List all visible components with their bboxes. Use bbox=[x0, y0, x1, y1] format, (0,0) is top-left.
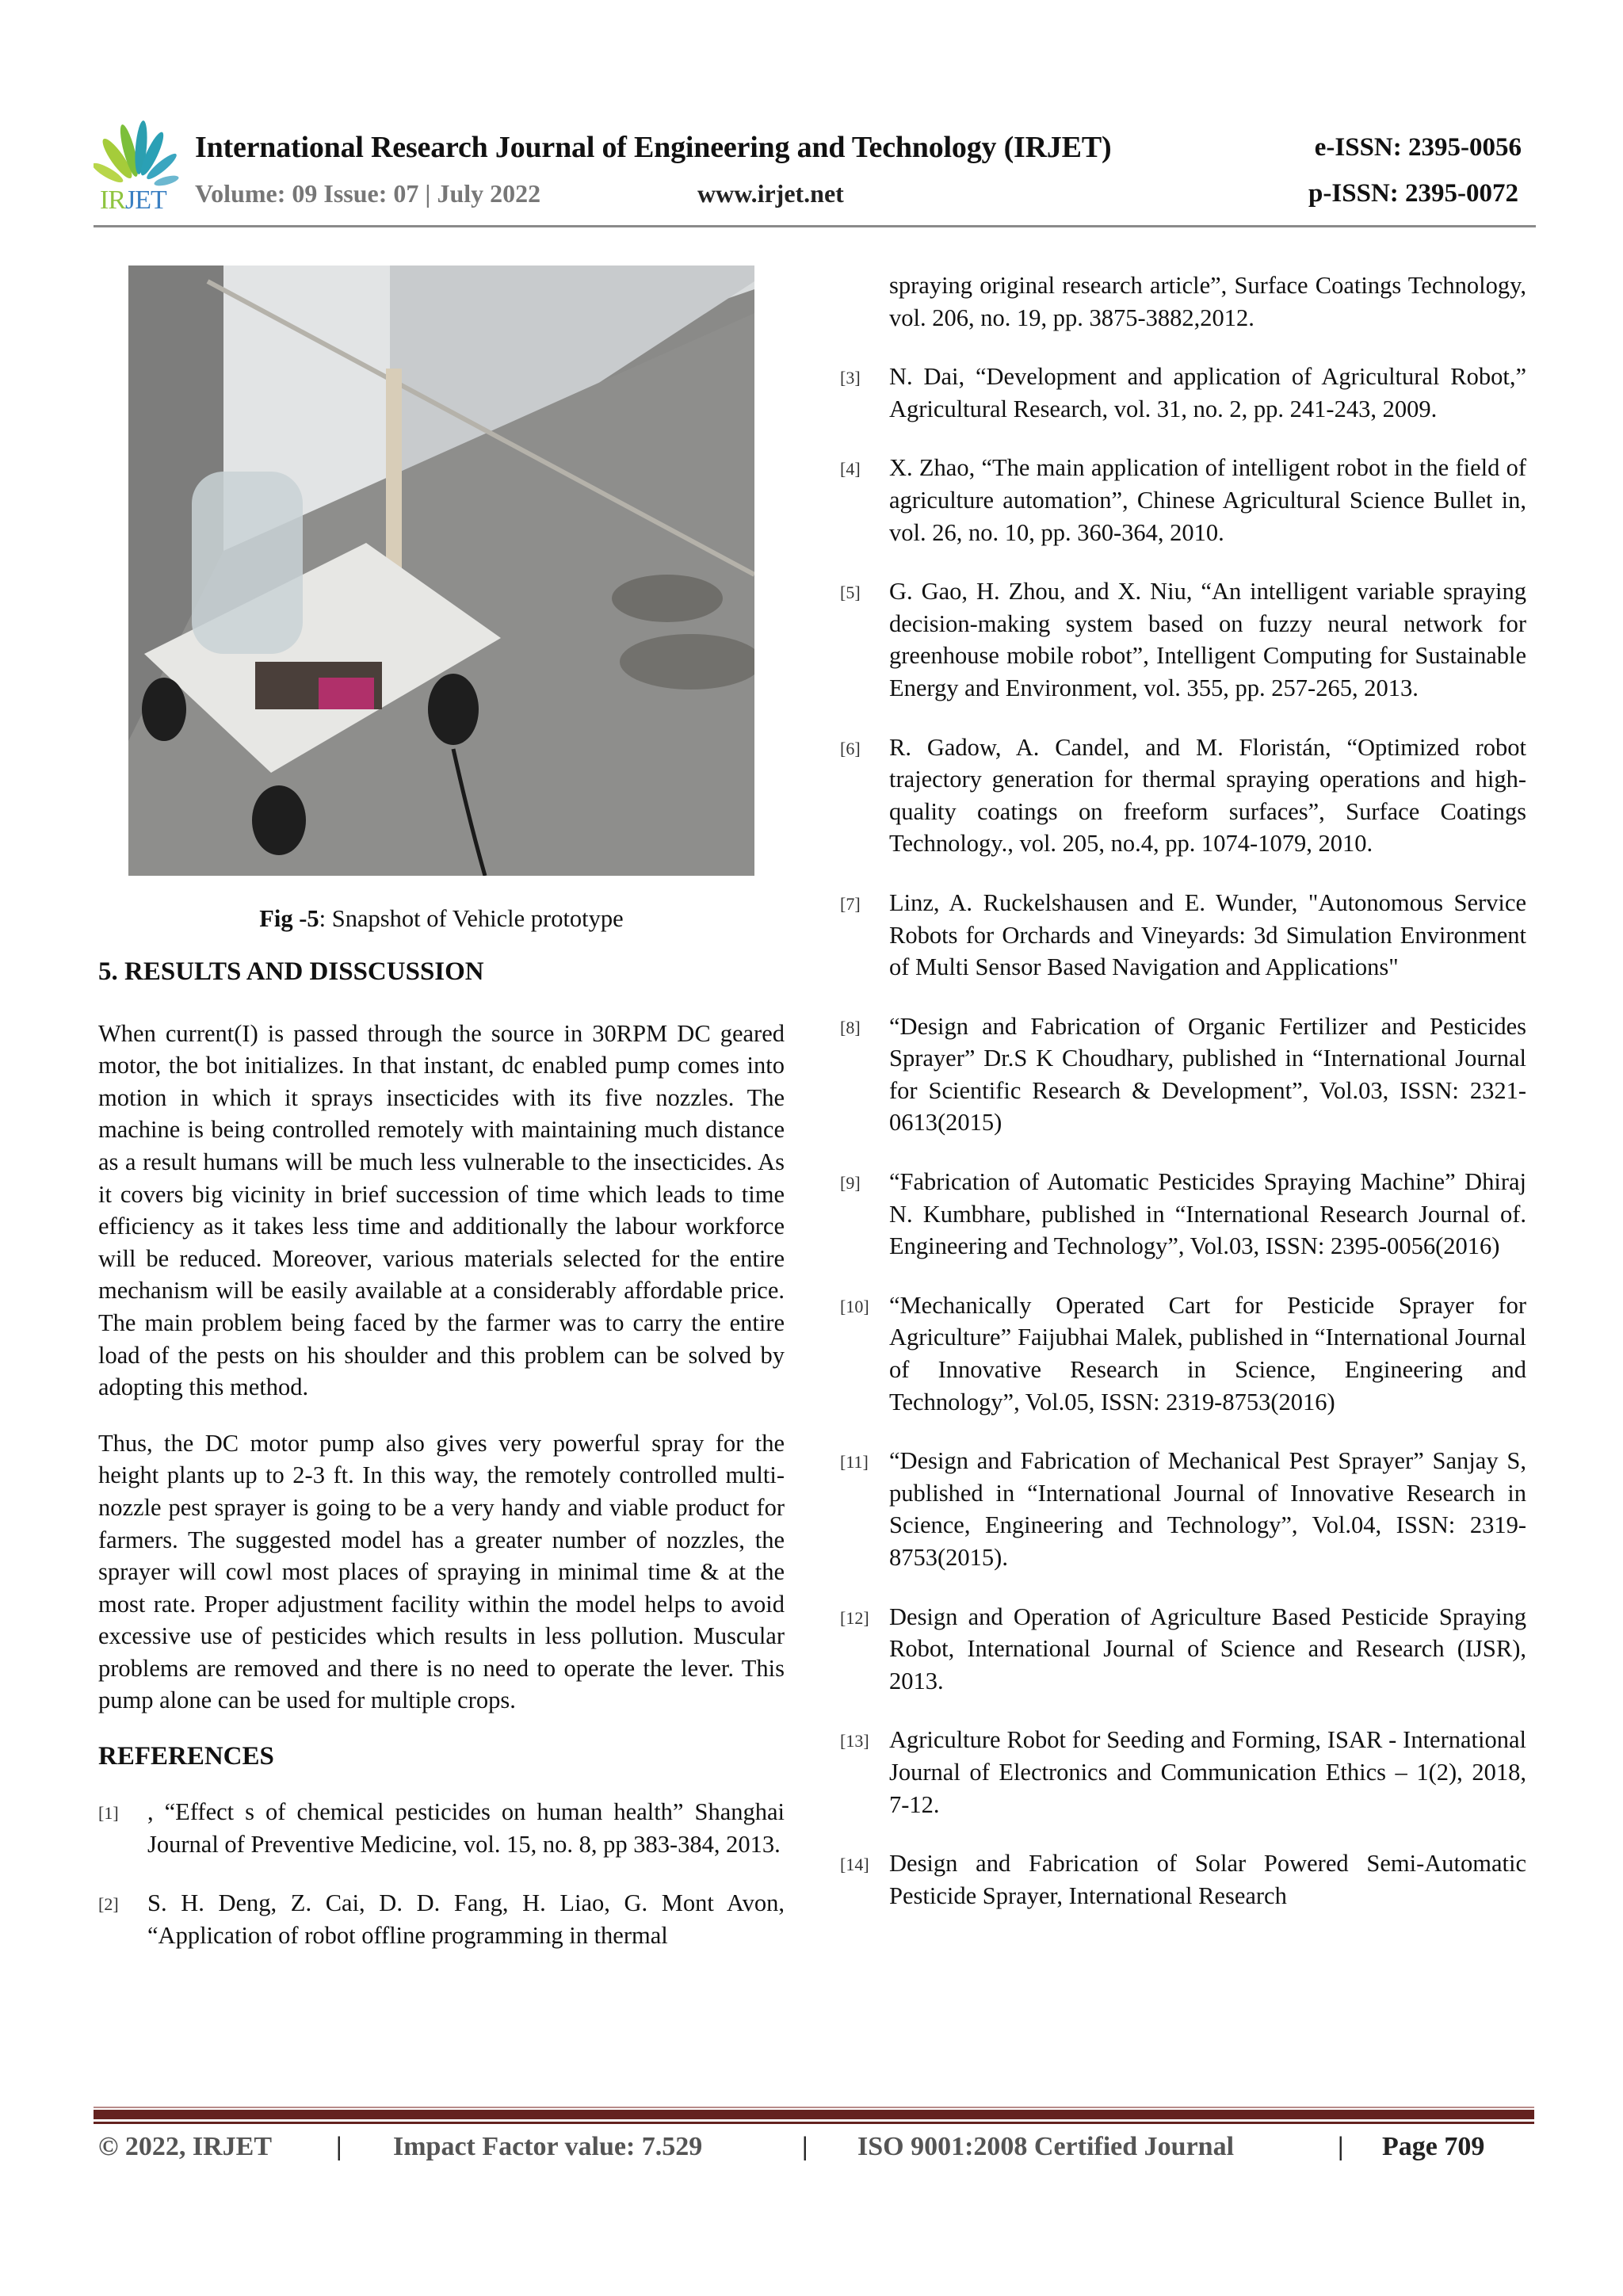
reference-number: [10] bbox=[840, 1296, 869, 1316]
reference-item bbox=[840, 361, 1526, 425]
reference-number: [3] bbox=[840, 368, 861, 388]
body-paragraph: Thus, the DC motor pump also gives very powerful spray for the height plants up to 2-3 ft. In this way, the remotely controlled multi-nozzle pest sprayer is going to be a very handy and viable product for farmers. The suggested model has a greater number of nozzles, the sprayer will cowl most places of spraying in minimal time & at the most rate. Proper adjustment facility within the model helps to avoid excessive use of pesticides which results in less pollution. Muscular problems are removed and there is no need to operate the lever. This pump alone can be used for multiple crops. bbox=[98, 1429, 785, 1714]
figure-vehicle-prototype bbox=[128, 266, 754, 876]
section-heading: 5. RESULTS AND DISSCUSSION bbox=[98, 957, 484, 986]
reference-text: , “Effect s of chemical pesticides on human health” Shanghai Journal of Preventive Medicine, vol. 15, no. 8, pp 383-384, 2013. bbox=[147, 1798, 785, 1858]
reference-item bbox=[840, 1289, 1526, 1418]
logo-jet: JET bbox=[125, 185, 166, 215]
references-heading: REFERENCES bbox=[98, 1742, 274, 1771]
reference-number: [12] bbox=[840, 1607, 869, 1628]
logo-ir: IR bbox=[100, 185, 125, 215]
figure-label: Fig -5 bbox=[259, 905, 319, 932]
reference-text: S. H. Deng, Z. Cai, D. D. Fang, H. Liao, G. Mont Avon, “Application of robot offline programming in thermal bbox=[147, 1889, 785, 1949]
website-link[interactable]: www.irjet.net bbox=[697, 179, 844, 208]
reference-item bbox=[840, 452, 1526, 548]
reference-text: “Mechanically Operated Cart for Pesticide Sprayer for Agriculture” Faijubhai Malek, published in “International Journal of Innovative Research in Science, Engineering and Technology”, Vol.05, ISSN: 2319-8753(2016) bbox=[889, 1291, 1526, 1415]
footer-divider-light bbox=[94, 2107, 1534, 2108]
reference-number: [11] bbox=[840, 1452, 869, 1473]
reference-item bbox=[840, 887, 1526, 984]
journal-title: International Research Journal of Engineering and Technology (IRJET) bbox=[195, 131, 1112, 164]
reference-item bbox=[98, 1796, 785, 1860]
e-issn: e-ISSN: 2395-0056 bbox=[1314, 133, 1522, 162]
reference-number: [5] bbox=[840, 583, 861, 603]
figure-caption bbox=[98, 903, 785, 935]
p-issn: p-ISSN: 2395-0072 bbox=[1308, 179, 1518, 208]
reference-item bbox=[840, 1847, 1526, 1912]
reference-item bbox=[840, 1601, 1526, 1698]
vehicle-photo-image bbox=[128, 266, 754, 876]
reference-number: [1] bbox=[98, 1803, 119, 1824]
reference-text: “Fabrication of Automatic Pesticides Spraying Machine” Dhiraj N. Kumbhare, published in “International Research Journal of. Engineering and Technology”, Vol.03, ISSN: 2395-0056(2016) bbox=[889, 1168, 1526, 1260]
reference-number: [13] bbox=[840, 1731, 869, 1752]
reference-number: [2] bbox=[98, 1894, 119, 1915]
reference-text: “Design and Fabrication of Mechanical Pest Sprayer” Sanjay S, published in “International Journal of Innovative Research in Science, Engineering and Technology”, Vol.04, ISSN: 2319-8753(2015). bbox=[889, 1447, 1526, 1571]
page-footer bbox=[98, 2132, 1541, 2172]
reference-item bbox=[840, 575, 1526, 704]
right-column bbox=[840, 269, 1526, 1939]
reference-number: [8] bbox=[840, 1017, 861, 1037]
reference-item bbox=[840, 1724, 1526, 1820]
reference-item-continued bbox=[840, 269, 1526, 334]
impact-factor: Impact Factor value: 7.529 bbox=[393, 2132, 703, 2161]
reference-text: spraying original research article”, Surface Coatings Technology, vol. 206, no. 19, pp. 3875-3882,2012. bbox=[889, 272, 1526, 331]
header-divider bbox=[94, 225, 1536, 227]
footer-divider-bar bbox=[94, 2110, 1534, 2119]
reference-text: R. Gadow, A. Candel, and M. Floristán, “Optimized robot trajectory generation for thermal spraying operations and high-quality coatings on freeform surfaces”, Surface Coatings Technology., vol. 205, no.4, pp. 1074-1079, 2010. bbox=[889, 733, 1526, 858]
reference-text: N. Dai, “Development and application of Agricultural Robot,” Agricultural Research, vol. 31, no. 2, pp. 241-243, 2009. bbox=[889, 363, 1526, 422]
reference-item bbox=[840, 1445, 1526, 1573]
reference-number: [6] bbox=[840, 738, 861, 758]
reference-text: X. Zhao, “The main application of intelligent robot in the field of agriculture automation”, Chinese Agricultural Science Bullet in, vol. 26, no. 10, pp. 360-364, 2010. bbox=[889, 454, 1526, 546]
reference-number: [14] bbox=[840, 1855, 869, 1875]
reference-number: [9] bbox=[840, 1173, 861, 1194]
reference-item bbox=[840, 1010, 1526, 1139]
reference-number: [4] bbox=[840, 459, 861, 479]
volume-issue: Volume: 09 Issue: 07 | July 2022 bbox=[195, 179, 541, 208]
iso-certification: ISO 9001:2008 Certified Journal bbox=[857, 2132, 1235, 2161]
footer-divider-thin bbox=[94, 2122, 1534, 2124]
reference-text: Design and Operation of Agriculture Based Pesticide Spraying Robot, International Journal of Science and Research (IJSR), 2013. bbox=[889, 1603, 1526, 1694]
reference-text: Agriculture Robot for Seeding and Forming, ISAR - International Journal of Electronics and Communication Ethics – 1(2), 2018, 7-12. bbox=[889, 1726, 1526, 1818]
left-column bbox=[98, 266, 785, 1978]
reference-item bbox=[98, 1887, 785, 1951]
footer-separator: | bbox=[1338, 2132, 1344, 2161]
figure-caption-text: : Snapshot of Vehicle prototype bbox=[319, 905, 624, 932]
page-number: Page 709 bbox=[1382, 2132, 1485, 2161]
page-header bbox=[94, 119, 1536, 230]
reference-item bbox=[840, 1166, 1526, 1263]
copyright: © 2022, IRJET bbox=[98, 2132, 273, 2161]
body-paragraph: When current(I) is passed through the source in 30RPM DC geared motor, the bot initializes. In that instant, dc enabled pump comes into motion in which it sprays insecticides with its five nozzles. The machine is being controlled remotely with maintaining much distance as a result humans will be much less vulnerable to the insecticides. As it covers big vicinity in brief succession of time which leads to time efficiency as it takes less time and additionally the labour workforce will be reduced. Moreover, various materials selected for the entire mechanism will be easily available at a considerably affordable price. The main problem being faced by the farmer was to carry the entire load of the pests on his shoulder and this problem can be solved by adopting this method. bbox=[98, 1019, 785, 1401]
reference-number: [7] bbox=[840, 893, 861, 914]
reference-text: Linz, A. Ruckelshausen and E. Wunder, "Autonomous Service Robots for Orchards and Vineyards: 3d Simulation Environment of Multi Sensor Based Navigation and Applications" bbox=[889, 888, 1526, 981]
reference-text: Design and Fabrication of Solar Powered Semi-Automatic Pesticide Sprayer, International Research bbox=[889, 1850, 1526, 1909]
logo-wordmark bbox=[100, 185, 166, 216]
reference-item bbox=[840, 732, 1526, 860]
footer-separator: | bbox=[336, 2132, 342, 2161]
footer-separator: | bbox=[802, 2132, 808, 2161]
reference-text: “Design and Fabrication of Organic Fertilizer and Pesticides Sprayer” Dr.S K Choudhary, published in “International Journal for Scientific Research & Development”, Vol.03, ISSN: 2321-0613(2015) bbox=[889, 1012, 1526, 1137]
reference-text: G. Gao, H. Zhou, and X. Niu, “An intelligent variable spraying decision-making system based on fuzzy neural network for greenhouse mobile robot”, Intelligent Computing for Sustainable Energy and Environment, vol. 355, pp. 257-265, 2013. bbox=[889, 578, 1526, 701]
irjet-logo bbox=[94, 119, 181, 222]
